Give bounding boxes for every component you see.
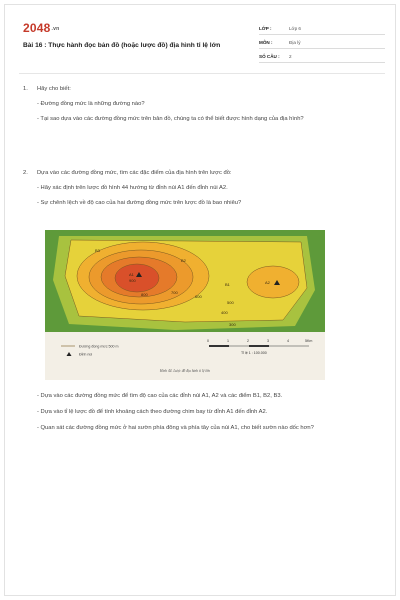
question-item: - Tại sao dựa vào các đường đồng mức trên bản đồ, chúng ta có thể biết được hình dạng của địa hình? (37, 116, 304, 122)
height-800: 800 (141, 292, 148, 297)
question-item: - Đường đồng mức là những đường nào? (37, 101, 145, 107)
scale-tick: 5Km (305, 339, 313, 343)
legend-peak-label: Đỉnh núi (79, 352, 93, 357)
meta-subject-key: MÔN : (259, 40, 273, 45)
meta-subject-row (259, 35, 385, 49)
figure-question-item: - Dựa vào tỉ lệ lược đồ để tính khoảng cách theo đường chim bay từ đỉnh A1 đến đỉnh A2. (37, 409, 268, 415)
figure-question-item: - Quan sát các đường đồng mức ở hai sườn phía đông và phía tây của núi A1, cho biết sườn nào dốc hơn? (37, 425, 314, 431)
scale-tick: 0 (207, 339, 209, 343)
meta-class-row (259, 21, 385, 35)
legend-contour-label: Đường đồng mức 500 m (79, 344, 119, 349)
question-item: - Sự chênh lệch về độ cao của hai đường đồng mức trên lược đồ là bao nhiêu? (37, 200, 242, 206)
meta-class-key: LỚP : (259, 26, 272, 31)
figure-caption: Hình 44. Lược đồ địa hình tỉ lệ lớn (159, 369, 211, 373)
meta-count-value: 2 (289, 54, 292, 59)
scale-tick: 4 (287, 339, 289, 343)
height-900: 900 (129, 278, 136, 283)
question-item: - Hãy xác định trên lược đồ hình 44 hướng từ đỉnh núi A1 đến đỉnh núi A2. (37, 185, 228, 191)
contour-map (45, 230, 325, 380)
lesson-title: Bài 16 : Thực hành đọc bản đồ (hoặc lược đồ) địa hình tỉ lệ lớn (23, 42, 221, 49)
logo-text: 2048 (23, 21, 51, 35)
question-lead: Dựa vào các đường đồng mức, tìm các đặc điểm của địa hình trên lược đồ: (37, 170, 232, 176)
meta-subject-value: Địa lý (289, 40, 301, 45)
height-500: 500 (227, 300, 234, 305)
figure-questions (23, 392, 383, 440)
peak-a2-label: A2 (265, 280, 270, 285)
height-700: 700 (171, 290, 178, 295)
question-number: 1. (23, 86, 28, 92)
meta-count-row (259, 49, 385, 63)
meta-count-key: SỐ CÂU : (259, 54, 280, 59)
scale-tick: 3 (267, 339, 269, 343)
question-2 (23, 169, 383, 208)
topographic-map-figure (45, 230, 325, 380)
logo-tld: .vn (51, 25, 60, 32)
site-logo[interactable] (23, 21, 59, 35)
height-600: 600 (195, 294, 202, 299)
height-400: 400 (221, 310, 228, 315)
lesson-meta (259, 21, 385, 63)
scale-tick: 1 (227, 339, 229, 343)
header-divider (19, 73, 385, 74)
document-page (4, 4, 396, 596)
question-1 (23, 85, 383, 124)
point-b1-label: B3 (95, 248, 100, 253)
scale-text: Tỉ lệ 1 : 100.000 (241, 351, 267, 355)
figure-question-item: - Dựa vào các đường đồng mức để tìm độ cao của các đỉnh núi A1, A2 và các điểm B1, B2, B3. (37, 393, 283, 399)
document-header (19, 15, 385, 69)
question-number: 2. (23, 170, 28, 176)
point-b3-label: B1 (225, 282, 230, 287)
question-lead: Hãy cho biết: (37, 86, 71, 92)
peak-a1-label: A1 (129, 272, 134, 277)
meta-class-value: Lớp 6 (289, 26, 301, 31)
height-300: 300 (229, 322, 236, 327)
scale-tick: 2 (247, 339, 249, 343)
point-b2-label: B2 (181, 258, 186, 263)
